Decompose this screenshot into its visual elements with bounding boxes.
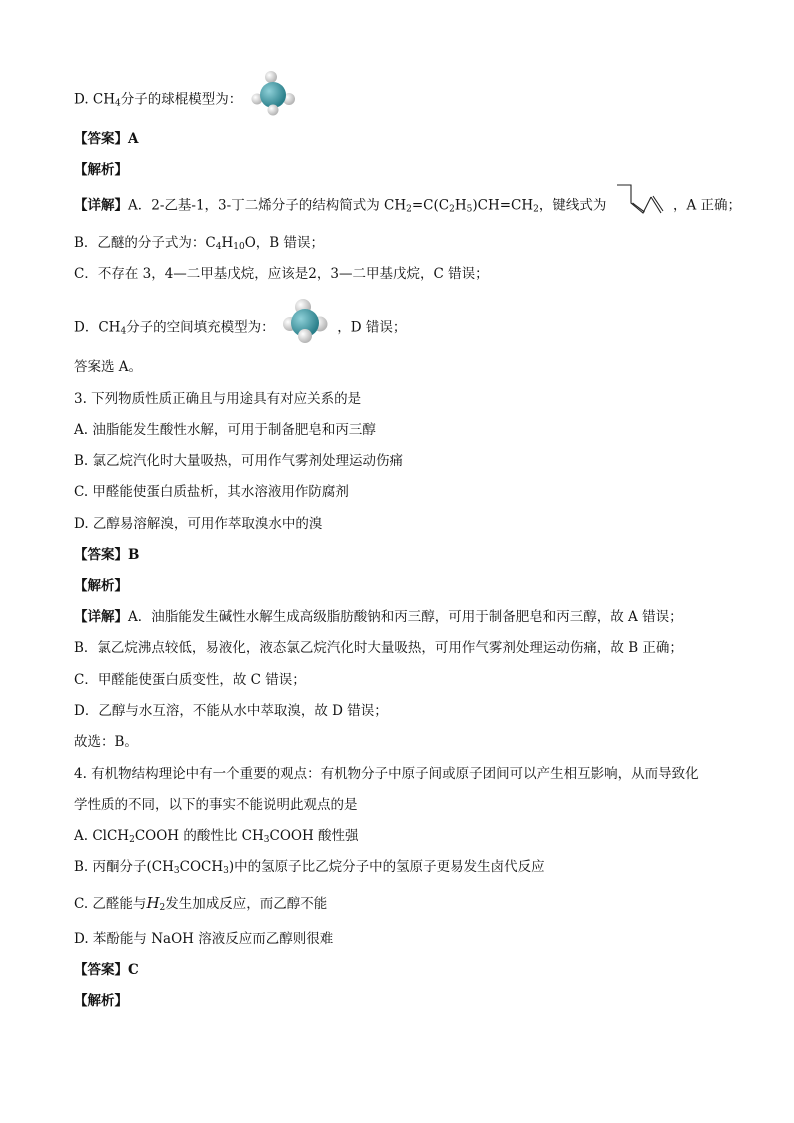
text: H [454, 197, 467, 214]
q4-option-b [74, 857, 734, 877]
subscript: 2 [406, 204, 412, 215]
text: D. CH [74, 91, 116, 108]
q3-stem: 3. 下列物质性质正确且与用途具有对应关系的是 [74, 391, 362, 407]
subscript: 3 [223, 866, 229, 876]
q2-answer: 【答案】A [74, 131, 139, 147]
ball-stick-model-icon [251, 70, 299, 116]
subscript: 2 [159, 903, 166, 913]
subscript: 5 [466, 204, 473, 215]
text: D．CH [74, 319, 121, 336]
q3-option-c: C. 甲醛能使蛋白质盐析，其水溶液用作防腐剂 [74, 484, 349, 500]
q2-detail-b [74, 233, 734, 253]
q3-detail-d: D．乙醇与水互溶，不能从水中萃取溴，故 D 错误； [74, 703, 388, 719]
q4-option-d: D. 苯酚能与 NaOH 溶液反应而乙醇则很难 [74, 931, 334, 947]
subscript: 3 [263, 835, 270, 845]
q2-analysis: 【解析】 [74, 162, 128, 178]
text: B. 丙酮分子(CH [74, 859, 174, 875]
subscript: 10 [233, 242, 245, 252]
q3-detail-a [74, 607, 734, 627]
text: 分子的球棍模型为： [120, 91, 243, 108]
skeletal-formula-icon [615, 183, 665, 217]
text: O，B 错误； [244, 235, 324, 251]
q3-conclusion: 故选：B。 [74, 734, 138, 750]
q2-detail-d [74, 312, 734, 344]
text: 分子的空间填充模型为： [126, 319, 275, 336]
text: A．2-乙基-1，3-丁二烯分子的结构简式为 CH [128, 197, 407, 214]
subscript: 2 [129, 835, 135, 845]
text: ，D 错误； [337, 319, 407, 336]
text: ，键线式为 [538, 197, 607, 214]
q4-answer: 【答案】C [74, 962, 139, 978]
text: COOH 的酸性比 CH [134, 828, 264, 844]
q4-stem-line2: 学性质的不同，以下的事实不能说明此观点的是 [74, 797, 358, 813]
q2-option-d [74, 84, 734, 116]
q4-option-c [74, 893, 734, 914]
q4-stem-line1: 4. 有机物结构理论中有一个重要的观点：有机物分子中原子间或原子团间可以产生相互影响，从而导致化 [74, 766, 699, 782]
text: B．乙醚的分子式为：C [74, 235, 216, 251]
q4-option-a [74, 826, 734, 846]
q2-detail-c: C．不存在 3，4—二甲基戊烷，应该是2，3—二甲基戊烷，C 错误； [74, 266, 489, 282]
text: COCH [179, 859, 224, 875]
text: A. ClCH [74, 828, 130, 844]
text: C. 乙醛能与 [74, 896, 147, 912]
q3-option-d: D. 乙醇易溶解溴，可用作萃取溴水中的溴 [74, 516, 323, 532]
text: )CH=CH [472, 197, 534, 214]
q2-conclusion: 答案选 A。 [74, 359, 143, 375]
subscript: 3 [173, 866, 180, 876]
q3-detail-b: B．氯乙烷沸点较低，易液化，液态氯乙烷汽化时大量吸热，可用作气雾剂处理运动伤痛，故 B 正确； [74, 640, 683, 656]
text: COOH 酸性强 [269, 828, 359, 844]
subscript: 2 [449, 204, 455, 215]
text: )中的氢原子比乙烷分子中的氢原子更易发生卤代反应 [228, 859, 545, 875]
q3-option-a: A. 油脂能发生酸性水解，可用于制备肥皂和丙三醇 [74, 422, 376, 438]
text: 发生加成反应，而乙醇不能 [165, 896, 328, 912]
subscript: 4 [120, 326, 127, 337]
subscript: 2 [533, 204, 539, 215]
formula-h: H [146, 894, 160, 912]
q3-detail-c: C．甲醛能使蛋白质变性，故 C 错误； [74, 672, 306, 688]
q3-option-b: B. 氯乙烷汽化时大量吸热，可用作气雾剂处理运动伤痛 [74, 453, 404, 469]
subscript: 4 [115, 98, 121, 109]
q2-detail-a [74, 195, 742, 217]
space-filling-model-icon [283, 298, 329, 344]
q3-answer: 【答案】B [74, 547, 140, 563]
detail-tag: 【详解】 [74, 197, 128, 214]
text: ，A 正确； [672, 197, 742, 214]
text: =C(C [411, 197, 450, 214]
text: H [221, 235, 234, 251]
q3-analysis: 【解析】 [74, 578, 128, 594]
detail-tag: 【详解】 [74, 609, 128, 625]
text: A．油脂能发生碱性水解生成高级脂肪酸钠和丙三醇，可用于制备肥皂和丙三醇，故 A 错误； [128, 609, 683, 625]
q4-analysis: 【解析】 [74, 993, 128, 1009]
subscript: 4 [215, 242, 222, 252]
